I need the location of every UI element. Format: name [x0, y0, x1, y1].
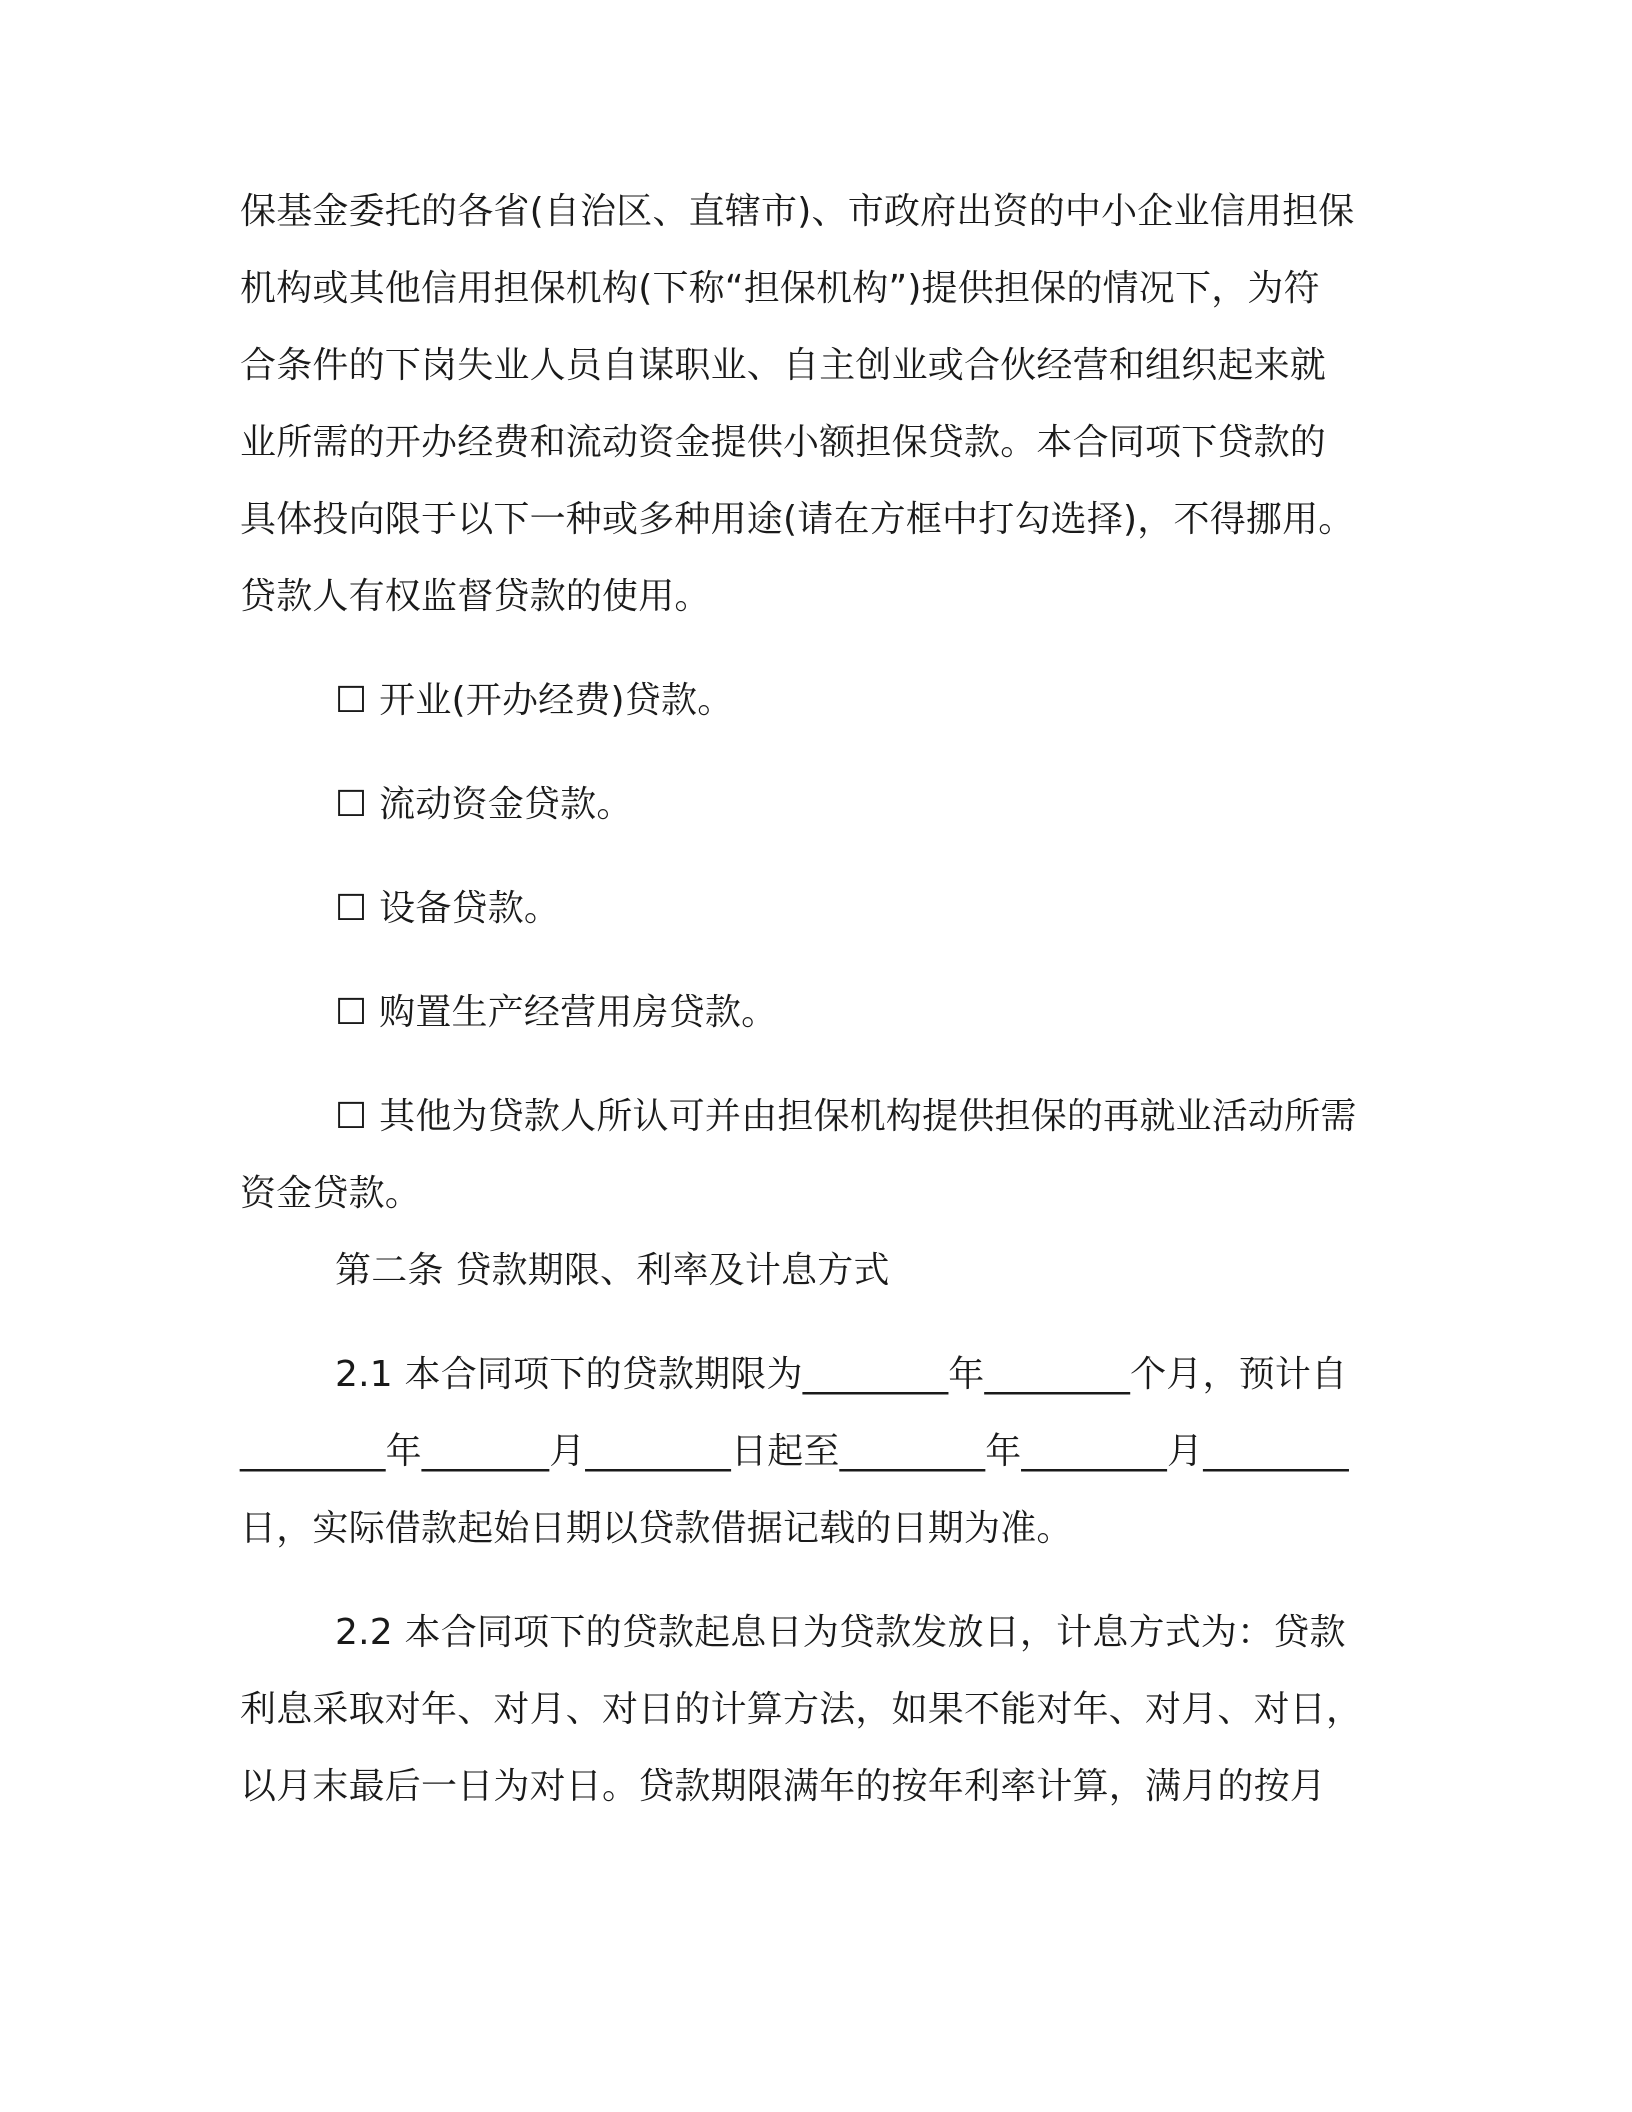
- option-other-loan[interactable]: ☐ 其他为贷款人所认可并由担保机构提供担保的再就业活动所需: [335, 1096, 1357, 1137]
- option-premises-loan[interactable]: ☐ 购置生产经营用房贷款。: [335, 992, 778, 1033]
- clause-2-2: [240, 1609, 1400, 1811]
- text-line: 具体投向限于以下一种或多种用途(请在方框中打勾选择)，不得挪用。: [240, 499, 1355, 540]
- article-heading: 第二条 贷款期限、利率及计息方式: [335, 1250, 890, 1291]
- text-line: 保基金委托的各省(自治区、直辖市)、市政府出资的中小企业信用担保: [240, 191, 1355, 232]
- text-line: 日，实际借款起始日期以贷款借据记载的日期为准。: [240, 1508, 1073, 1549]
- intro-paragraph: [240, 188, 1400, 621]
- text-line: 机构或其他信用担保机构(下称“担保机构”)提供担保的情况下，为符: [240, 268, 1320, 309]
- text-line: 2.2 本合同项下的贷款起息日为贷款发放日，计息方式为：贷款: [335, 1612, 1346, 1653]
- text-line: ________年_______月________日起至________年________月________: [240, 1431, 1349, 1472]
- text-line: 合条件的下岗失业人员自谋职业、自主创业或合伙经营和组织起来就: [240, 345, 1327, 386]
- text-line: 2.1 本合同项下的贷款期限为________年________个月，预计自: [335, 1354, 1348, 1395]
- option-opening-loan[interactable]: ☐ 开业(开办经费)贷款。: [335, 680, 734, 721]
- text-line: 资金贷款。: [240, 1173, 422, 1214]
- text-line: 以月末最后一日为对日。贷款期限满年的按年利率计算，满月的按月: [240, 1766, 1327, 1807]
- text-line: 利息采取对年、对月、对日的计算方法，如果不能对年、对月、对日，: [240, 1689, 1363, 1730]
- clause-2-1: [240, 1351, 1400, 1553]
- option-equipment-loan[interactable]: ☐ 设备贷款。: [335, 888, 561, 929]
- text-line: 贷款人有权监督贷款的使用。: [240, 576, 711, 617]
- option-working-capital-loan[interactable]: ☐ 流动资金贷款。: [335, 784, 633, 825]
- document-body: [240, 188, 1400, 1811]
- loan-purpose-options: [240, 677, 1400, 1218]
- text-line: 业所需的开办经费和流动资金提供小额担保贷款。本合同项下贷款的: [240, 422, 1327, 463]
